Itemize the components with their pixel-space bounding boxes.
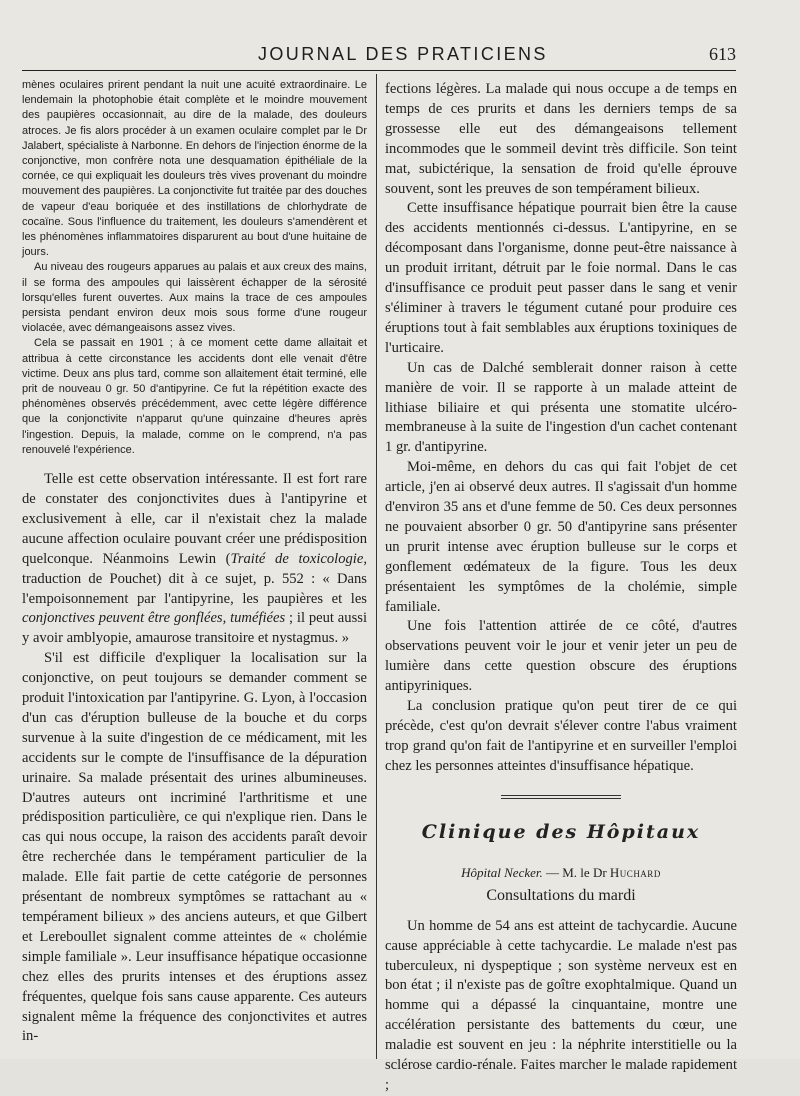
body-paragraph: La conclusion pratique qu'on peut tirer de ce qui précède, c'est qu'on devrait s'élever contre l'abus vraiment trop grand qu'on fait de l'antipyrine et en surveiller l'emploi chez les personnes atteintes d'insuffisance hépatique.	[385, 698, 737, 774]
section-subtitle: Consultations du mardi	[486, 886, 636, 904]
small-paragraph: Cela se passait en 1901 ; à ce moment cette dame allaitait et attribua à cette circonstance les accidents dont elle venait d'être victime. Deux ans plus tard, comme son allaitement était terminé, elle prit de nouveau 0 gr. 50 d'antipyrine. Ce fut la répétition exacte des phénomènes observés précédemment, avec cette légère différence que la conjonctivite n'apparut qu'une quinzaine d'heures après l'ingestion. Depuis, la malade, comme on le comprend, n'a pas renouvelé l'expérience.	[22, 337, 367, 456]
column-divider	[376, 74, 377, 1059]
case-report-small-text	[22, 78, 367, 458]
body-paragraph: Moi-même, en dehors du cas qui fait l'objet de cet article, j'en ai observé deux autres. Il s'agissait d'un homme d'environ 35 ans et d'une femme de 50. Ces deux personnes ne pouvaient absorber 0 gr. 50 d'antipyrine sans présenter un prurit intense avec éruption bulleuse sur le corps et gonflement œdémateux de la figure. Tous les deux présentaient les symptômes de la cholémie, simple familiale.	[385, 459, 737, 615]
consultation-text	[385, 917, 737, 1096]
text-run: ; il peut aussi y avoir amblyopie, amaurose transitoire et nystagmus. »	[22, 610, 367, 647]
section-title: Clinique des Hôpitaux	[421, 820, 701, 843]
small-paragraph: mènes oculaires prirent pendant la nuit une acuité extraordinaire. Le lendemain la photophobie était complète et le moindre mouvement des paupières occasionnait, au dire de la malade, des douleurs atroces. Je fis alors procéder à un examen oculaire complet par le Dr Jalabert, spécialiste à Narbonne. En dehors de l'injection énorme de la conjonctive, mon confrère nota une desquamation épithéliale de la cornée, ce qui expliquait les douleurs très vives provenant du moindre mouvement des paupières. La conjonctivite fut traitée par des douches de vapeur d'eau boriquée et des instillations de chlorhydrate de cocaïne. Sous l'influence du traitement, les douleurs s'amendèrent et les phénomènes inflammatoires disparurent au bout d'une huitaine de jours.	[22, 79, 367, 259]
hospital-separator: — M. le Dr	[542, 864, 610, 880]
book-title: Traité de toxicologie	[230, 550, 364, 567]
article-continuation	[385, 80, 737, 777]
right-column	[385, 80, 737, 1096]
text-run: Telle est cette observation intéressante. Il est fort rare de constater des conjonctivites dues à l'antipyrine et exclusivement à elle, car il n'existait chez la malade aucune affection oculaire pouvant créer une prédisposition quelconque. Néanmoins Lewin (	[22, 471, 367, 567]
body-paragraph: Un cas de Dalché semblerait donner raison à cette manière de voir. Il se rapporte à un malade atteint de lithiase biliaire et qui présenta une stomatite ulcéro-membraneuse à la suite de l'ingestion d'un cachet contenant 1 gr. d'antipyrine.	[385, 359, 737, 456]
hospital-name: Hôpital Necker.	[461, 864, 543, 880]
section-separator	[501, 795, 621, 799]
body-paragraph: S'il est difficile d'expliquer la localisation sur la conjonctive, on peut toujours se demander comment se produit l'intoxication par l'antipyrine. G. Lyon, à l'occasion d'un cas d'éruption bulleuse de la bouche et du corps survenue à la suite d'ingestion de ce médicament, mit les accidents sur le compte de l'insuffisance de la dépuration urinaire. Sa malade présentait des urines albumineuses. D'autres auteurs ont incriminé l'arthritisme et une prédisposition particulière, ce qui n'explique rien. Dans le cas qui nous occupe, la raison des accidents paraît devoir être recherchée dans le tempérament particulier de la malade. Elle fait partie de cette catégorie de personnes présentant de nombreux symptômes se rattachant au « tempérament bilieux » des anciens auteurs, et que Gilbert et Lereboullet signalent comme atteintes de « cholémie simple familiale ». Leur insuffisance hépatique occasionne chez elles des prurits intenses et des éruptions assez fréquentes, quelque fois sans cause apparente. Ces auteurs signalent même la fréquence des conjonctivites et autres in-	[22, 650, 367, 1045]
hospital-line	[385, 865, 737, 881]
page-header	[0, 0, 800, 72]
emphasized-quote: conjonctives peuvent être gonflées, tuméfiées	[22, 610, 286, 627]
body-paragraph: Un homme de 54 ans est atteint de tachycardie. Aucune cause appréciable à cette tachycardie. Le malade n'est pas tuberculeux, ni dyspeptique ; son système nerveux est en bon état ; il n'existe pas de goître exophtalmique. Quand un homme qui a dépassé la cinquantaine, montre une accélération persistante des battements du cœur, une maladie est souvent en jeu : la néphrite interstitielle ou la sclérose cardio-rénale. Faites marcher le malade rapidement ;	[385, 917, 737, 1093]
body-paragraph: fections légères. La malade qui nous occupe a de temps en temps de ces prurits et dans les derniers temps de sa grossesse elle eut des démangeaisons tellement incommodes que le sommeil devint très difficile. Son teint mat, subictérique, la sensation de froid qu'elle éprouve souvent, sont les preuves de son tempérament bilieux.	[385, 81, 737, 197]
body-paragraph	[22, 470, 367, 649]
small-paragraph: Au niveau des rougeurs apparues au palais et aux creux des mains, il se forma des ampoules qui laissèrent échapper de la sérosité lorsqu'elles furent ouvertes. Aux mains la trace de ces ampoules persista pendant environ deux mois sous forme d'une rougeur violacée, avec démangeaisons assez vives.	[22, 261, 367, 335]
left-column	[22, 78, 367, 1047]
header-rule	[22, 70, 736, 71]
body-paragraph: Cette insuffisance hépatique pourrait bien être la cause des accidents mentionnés ci-dessus. L'antipyrine, en se décomposant dans l'organisme, donne peut-être naissance à un produit irritant, détruit par le foie normal. Dans le cas d'insuffisance ce produit peut passer dans le sang et venir s'éliminer à travers le tégument cutané pour produire ces éruptions tout à fait semblables aux éruptions toxiniques de l'urticaire.	[385, 200, 737, 356]
text-run: , traduction de Pouchet) dit à ce sujet, p. 552 : « Dans l'empoisonnement par l'antipyrine, les paupières et les	[22, 550, 367, 607]
page-number: 613	[709, 44, 736, 64]
discussion-text	[22, 470, 367, 1047]
journal-title: JOURNAL DES PRATICIENS	[258, 44, 548, 64]
doctor-name: Huchard	[609, 864, 661, 880]
body-paragraph: Une fois l'attention attirée de ce côté, d'autres observations peuvent voir le jour et venir jeter un peu de lumière dans cette question obscure des éruptions antipyriniques.	[385, 618, 737, 695]
